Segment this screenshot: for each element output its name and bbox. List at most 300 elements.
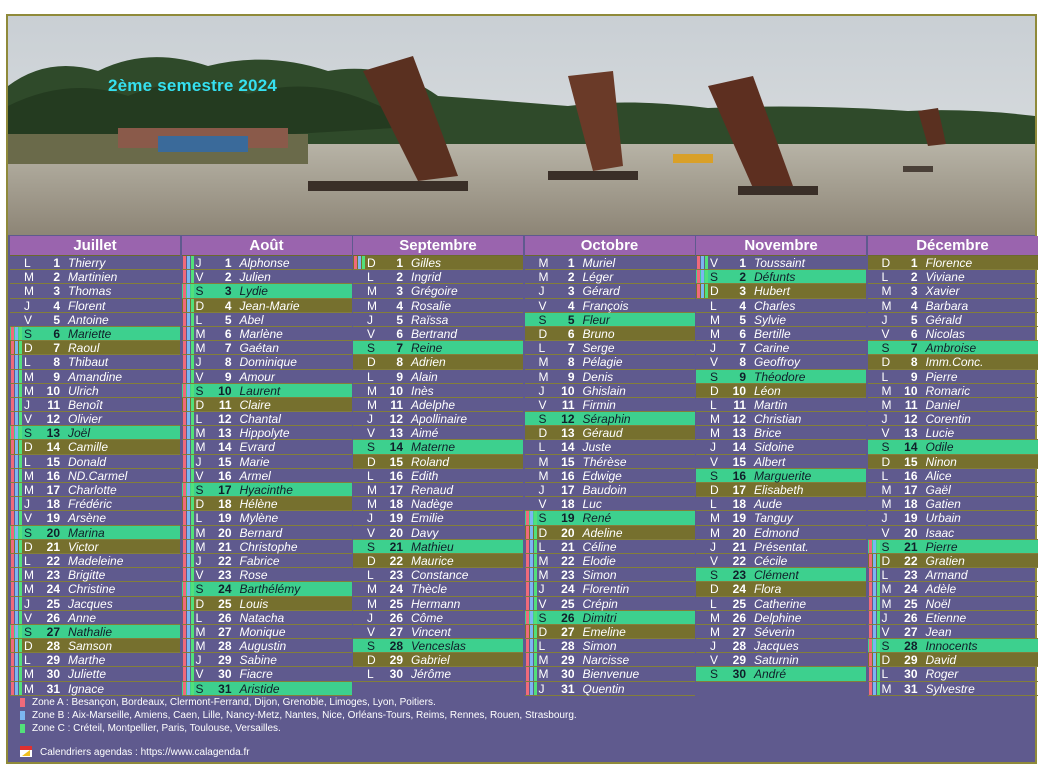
day-row (353, 653, 523, 667)
zone-c-marker (191, 526, 194, 539)
saint-name: Lucie (925, 426, 955, 441)
zone-b-marker (187, 256, 190, 269)
day-letter: S (24, 426, 33, 441)
day-row (525, 497, 695, 511)
day-number: 6 (53, 326, 60, 341)
month-column (868, 236, 1038, 696)
day-letter: J (538, 582, 545, 597)
zone-a-marker (183, 639, 186, 652)
saint-name: Bernard (239, 525, 283, 540)
day-number: 2 (224, 270, 232, 285)
saint-name: Ulrich (68, 383, 99, 398)
saint-name: Isaac (925, 525, 955, 540)
day-number: 20 (904, 525, 918, 540)
zone-c-marker (191, 611, 194, 624)
zone-b-marker (187, 554, 190, 567)
day-letter: D (710, 383, 719, 398)
saint-name: Armand (925, 568, 968, 583)
day-row (868, 639, 1038, 653)
saint-name: Laurent (239, 383, 281, 398)
legend-zone-a-text: Zone A : Besançon, Bordeaux, Clermont-Ferrand, Dijon, Grenoble, Limoges, Lyon, Poitiers. (32, 697, 436, 708)
day-row (10, 682, 180, 696)
day-row (696, 370, 866, 384)
saint-name: Baudoin (582, 483, 627, 497)
day-letter: M (710, 426, 720, 441)
saint-name: Emilie (411, 511, 444, 526)
saint-name: Dimitri (582, 610, 617, 625)
saint-name: Constance (411, 568, 469, 583)
zone-a-marker (11, 469, 14, 482)
day-row (353, 455, 523, 469)
day-number: 2 (396, 270, 403, 285)
day-row (868, 682, 1038, 696)
day-number: 8 (910, 355, 918, 370)
day-row (182, 667, 352, 681)
day-row (868, 625, 1038, 639)
saint-name: Hermann (411, 596, 461, 611)
zone-b-marker (15, 682, 18, 695)
zone-a-marker (11, 682, 14, 695)
day-letter: S (538, 610, 547, 625)
day-row (353, 313, 523, 327)
day-row (182, 284, 352, 298)
day-number: 3 (396, 284, 403, 299)
zone-b-marker (873, 540, 876, 553)
zone-b-marker (187, 355, 190, 368)
day-row (353, 426, 523, 440)
day-number: 15 (389, 454, 403, 469)
zone-b-marker (873, 554, 876, 567)
saint-name: Sidoine (754, 440, 795, 455)
month-column (182, 236, 352, 696)
zone-b-marker (187, 497, 190, 510)
zone-b-marker (530, 526, 533, 539)
day-number: 18 (561, 497, 575, 512)
day-letter: M (710, 610, 720, 625)
day-row (868, 355, 1038, 369)
zone-c-marker (191, 355, 194, 368)
day-row (10, 582, 180, 596)
zone-b-marker (15, 653, 18, 666)
zone-b-marker (15, 526, 18, 539)
zone-c-marker (19, 497, 22, 510)
day-row (182, 639, 352, 653)
zone-c-marker (191, 384, 194, 397)
day-number: 18 (389, 497, 403, 512)
saint-name: Davy (411, 525, 439, 540)
saint-name: Marguerite (754, 468, 812, 483)
zone-b-marker (187, 625, 190, 638)
day-letter: S (367, 639, 376, 654)
day-letter: J (24, 497, 30, 512)
zone-a-marker (183, 540, 186, 553)
day-row (525, 568, 695, 582)
day-number: 5 (910, 312, 918, 327)
day-row (525, 398, 695, 412)
day-letter: L (367, 468, 374, 483)
saint-name: Christine (68, 582, 116, 597)
day-letter: M (881, 383, 892, 398)
zone-c-marker (19, 582, 22, 595)
day-number: 13 (732, 426, 746, 441)
day-row (182, 554, 352, 568)
day-letter: M (710, 511, 720, 526)
day-number: 19 (561, 511, 575, 526)
zone-b-marker (15, 455, 18, 468)
day-number: 3 (739, 284, 746, 299)
saint-name: ND.Carmel (68, 468, 128, 483)
zone-a-marker (11, 327, 14, 340)
day-row (10, 299, 180, 313)
day-letter: V (710, 256, 719, 270)
day-letter: V (195, 270, 204, 285)
day-row (696, 412, 866, 426)
saint-name: Julien (239, 270, 271, 285)
day-row (353, 284, 523, 298)
day-letter: M (538, 568, 549, 583)
zone-a-marker (11, 597, 14, 610)
day-number: 12 (218, 412, 232, 427)
day-row (868, 313, 1038, 327)
saint-name: Pélagie (582, 355, 623, 370)
day-number: 10 (904, 383, 918, 398)
day-letter: S (881, 539, 890, 554)
day-row (182, 611, 352, 625)
day-number: 7 (567, 341, 575, 356)
day-letter: S (195, 582, 204, 597)
saint-name: Christian (754, 412, 802, 427)
day-number: 29 (46, 653, 60, 668)
zone-b-marker (873, 639, 876, 652)
day-number: 20 (218, 525, 232, 540)
saint-name: Edith (411, 468, 439, 483)
zone-a-marker (183, 469, 186, 482)
day-number: 28 (561, 639, 575, 654)
day-row (696, 511, 866, 525)
day-letter: M (881, 497, 892, 512)
saint-name: Adrien (411, 355, 446, 370)
zone-a-marker (183, 299, 186, 312)
zone-b-marker (15, 540, 18, 553)
zone-a-marker (183, 667, 186, 680)
day-number: 1 (567, 256, 575, 270)
day-row (10, 355, 180, 369)
saint-name: Venceslas (411, 639, 466, 654)
day-row (696, 554, 866, 568)
saint-name: Renaud (411, 483, 454, 497)
day-row (182, 682, 352, 696)
zone-b-marker (15, 568, 18, 581)
day-letter: J (195, 653, 202, 668)
day-letter: V (710, 553, 719, 568)
day-row (868, 412, 1038, 426)
day-row (10, 284, 180, 298)
saint-name: Ignace (68, 681, 105, 696)
day-number: 19 (218, 511, 232, 526)
zone-b-marker (187, 483, 190, 496)
zone-b-marker (187, 370, 190, 383)
day-letter: M (367, 596, 377, 611)
day-letter: L (195, 312, 203, 327)
day-number: 11 (904, 397, 918, 412)
day-number: 25 (561, 596, 575, 611)
zone-b-marker (15, 355, 18, 368)
day-number: 10 (732, 383, 746, 398)
zone-a-marker (526, 568, 529, 581)
zone-c-marker (191, 270, 194, 283)
saint-name: Adèle (925, 582, 957, 597)
day-row (868, 667, 1038, 681)
day-letter: D (881, 553, 891, 568)
month-header: Novembre (696, 236, 866, 256)
day-number: 8 (224, 355, 232, 370)
zone-b-marker (15, 412, 18, 425)
saint-name: Benoît (68, 397, 103, 412)
day-letter: M (367, 383, 377, 398)
zone-c-marker (191, 426, 194, 439)
day-row (525, 256, 695, 270)
day-number: 7 (53, 341, 60, 356)
saint-name: Aimé (411, 426, 439, 441)
zone-c-marker (19, 327, 22, 340)
day-row (182, 469, 352, 483)
day-row (696, 327, 866, 341)
day-letter: M (195, 440, 206, 455)
day-number: 23 (218, 568, 232, 583)
day-row (868, 270, 1038, 284)
saint-name: Bertille (754, 326, 791, 341)
zone-c-marker (191, 469, 194, 482)
day-letter: S (367, 341, 376, 356)
day-row (182, 370, 352, 384)
day-number: 12 (561, 412, 575, 427)
zone-c-marker (877, 682, 880, 695)
day-number: 18 (46, 497, 60, 512)
month-column (696, 236, 866, 690)
zone-c-marker (191, 511, 194, 524)
day-letter: M (881, 298, 892, 313)
day-number: 4 (567, 298, 575, 313)
day-letter: J (881, 610, 888, 625)
zone-a-marker (869, 639, 872, 652)
day-number: 26 (732, 610, 746, 625)
saint-name: Martinien (68, 270, 118, 285)
day-row (696, 341, 866, 355)
zone-a-marker (697, 270, 700, 283)
zone-b-marker (187, 667, 190, 680)
saint-name: Marina (68, 525, 105, 540)
day-row (868, 554, 1038, 568)
day-number: 17 (218, 483, 232, 497)
zone-b-marker (530, 540, 533, 553)
day-row (10, 611, 180, 625)
legend-zone-c (18, 722, 577, 735)
zone-c-marker (19, 355, 22, 368)
day-number: 26 (46, 610, 60, 625)
month-header: Septembre (353, 236, 523, 256)
day-number: 5 (224, 312, 232, 327)
day-row (525, 313, 695, 327)
saint-name: Tanguy (754, 511, 793, 526)
zone-a-marker (183, 256, 186, 269)
day-letter: S (881, 440, 890, 455)
day-letter: D (710, 582, 719, 597)
day-number: 1 (224, 256, 232, 270)
saint-name: Claire (239, 397, 271, 412)
month-column (525, 236, 695, 696)
zone-a-marker (183, 412, 186, 425)
saint-name: Simon (582, 639, 617, 654)
day-row (696, 568, 866, 582)
day-row (353, 270, 523, 284)
day-letter: D (710, 284, 719, 299)
day-row (182, 526, 352, 540)
zone-a-marker (869, 667, 872, 680)
zone-a-marker (183, 611, 186, 624)
day-letter: D (195, 497, 205, 512)
day-letter: M (538, 270, 549, 285)
saint-name: Viviane (925, 270, 965, 285)
saint-name: Géraud (582, 426, 623, 441)
saint-name: Thècle (411, 582, 448, 597)
day-number: 13 (46, 426, 60, 441)
day-number: 16 (732, 468, 746, 483)
zone-a-marker (11, 653, 14, 666)
zone-c-marker (19, 384, 22, 397)
day-letter: M (538, 653, 549, 668)
day-letter: M (367, 483, 377, 497)
saint-name: Ingrid (411, 270, 442, 285)
zone-a-marker (526, 639, 529, 652)
day-letter: D (367, 454, 376, 469)
zone-a-marker (183, 625, 186, 638)
day-row (525, 355, 695, 369)
day-letter: M (538, 256, 549, 270)
day-letter: J (881, 312, 888, 327)
day-row (10, 540, 180, 554)
day-row (353, 497, 523, 511)
zone-c-marker (191, 299, 194, 312)
zone-a-marker (526, 597, 529, 610)
saint-name: Monique (239, 624, 286, 639)
saint-name: Thérèse (582, 454, 627, 469)
saint-name: Jacques (68, 596, 113, 611)
day-number: 25 (904, 596, 918, 611)
saint-name: Catherine (754, 596, 807, 611)
day-letter: M (367, 497, 377, 512)
zone-b-marker (15, 625, 18, 638)
day-letter: S (710, 270, 719, 285)
day-row (696, 625, 866, 639)
zone-c-marker (534, 611, 537, 624)
zone-a-marker (11, 554, 14, 567)
saint-name: Nicolas (925, 326, 965, 341)
day-number: 22 (389, 553, 403, 568)
day-row (868, 455, 1038, 469)
day-row (696, 639, 866, 653)
saint-name: Pierre (925, 369, 958, 384)
footer-link[interactable] (20, 746, 250, 758)
zone-c-marker (877, 597, 880, 610)
day-letter: D (24, 341, 33, 356)
saint-name: Xavier (925, 284, 960, 299)
zone-c-marker (19, 526, 22, 539)
saint-name: Firmin (582, 397, 616, 412)
zone-a-marker (183, 554, 186, 567)
legend-zone-a (18, 696, 577, 709)
zone-b-marker (530, 611, 533, 624)
day-letter: V (881, 426, 890, 441)
saint-name: Thomas (68, 284, 112, 299)
zone-b-marker (873, 682, 876, 695)
zone-a-marker (354, 256, 357, 269)
day-row (353, 370, 523, 384)
calagenda-logo-icon (20, 746, 32, 757)
zone-a-marker (11, 440, 14, 453)
day-number: 24 (732, 582, 746, 597)
saint-name: Serge (582, 341, 615, 356)
zone-c-marker (19, 597, 22, 610)
day-number: 15 (561, 454, 575, 469)
day-row (10, 256, 180, 270)
saint-name: Vincent (411, 624, 451, 639)
day-letter: S (195, 284, 204, 299)
saint-name: Marie (239, 454, 270, 469)
day-number: 6 (910, 326, 918, 341)
day-row (868, 398, 1038, 412)
day-letter: V (367, 326, 376, 341)
day-number: 9 (396, 369, 403, 384)
saint-name: Brigitte (68, 568, 106, 583)
day-number: 8 (396, 355, 403, 370)
zone-b-marker (187, 398, 190, 411)
day-row (525, 511, 695, 525)
footer-text: Calendriers agendas : https://www.calagenda.fr (40, 747, 250, 758)
month-header: Octobre (525, 236, 695, 256)
day-number: 1 (53, 256, 60, 270)
day-letter: L (538, 539, 546, 554)
day-letter: M (195, 326, 206, 341)
saint-name: Corentin (925, 412, 971, 427)
zone-b-marker (15, 483, 18, 496)
zone-a-marker (869, 568, 872, 581)
day-number: 24 (561, 582, 575, 597)
zone-b-marker (187, 511, 190, 524)
day-letter: V (24, 511, 33, 526)
zone-b-marker (187, 597, 190, 610)
saint-name: Samson (68, 639, 113, 654)
day-number: 21 (389, 539, 403, 554)
day-number: 2 (53, 270, 60, 285)
day-number: 23 (904, 568, 918, 583)
day-letter: V (195, 468, 204, 483)
zone-b-marker (15, 597, 18, 610)
zone-b-marker (358, 256, 361, 269)
day-number: 27 (46, 624, 60, 639)
day-letter: M (367, 298, 377, 313)
saint-name: Marlène (239, 326, 283, 341)
day-letter: D (538, 326, 548, 341)
day-letter: V (538, 596, 547, 611)
day-letter: M (367, 582, 377, 597)
day-letter: L (538, 440, 546, 455)
day-number: 18 (218, 497, 232, 512)
saint-name: Cécile (754, 553, 788, 568)
saint-name: Amandine (68, 369, 123, 384)
day-letter: D (367, 256, 376, 270)
day-row (182, 597, 352, 611)
zone-b-marker (530, 582, 533, 595)
